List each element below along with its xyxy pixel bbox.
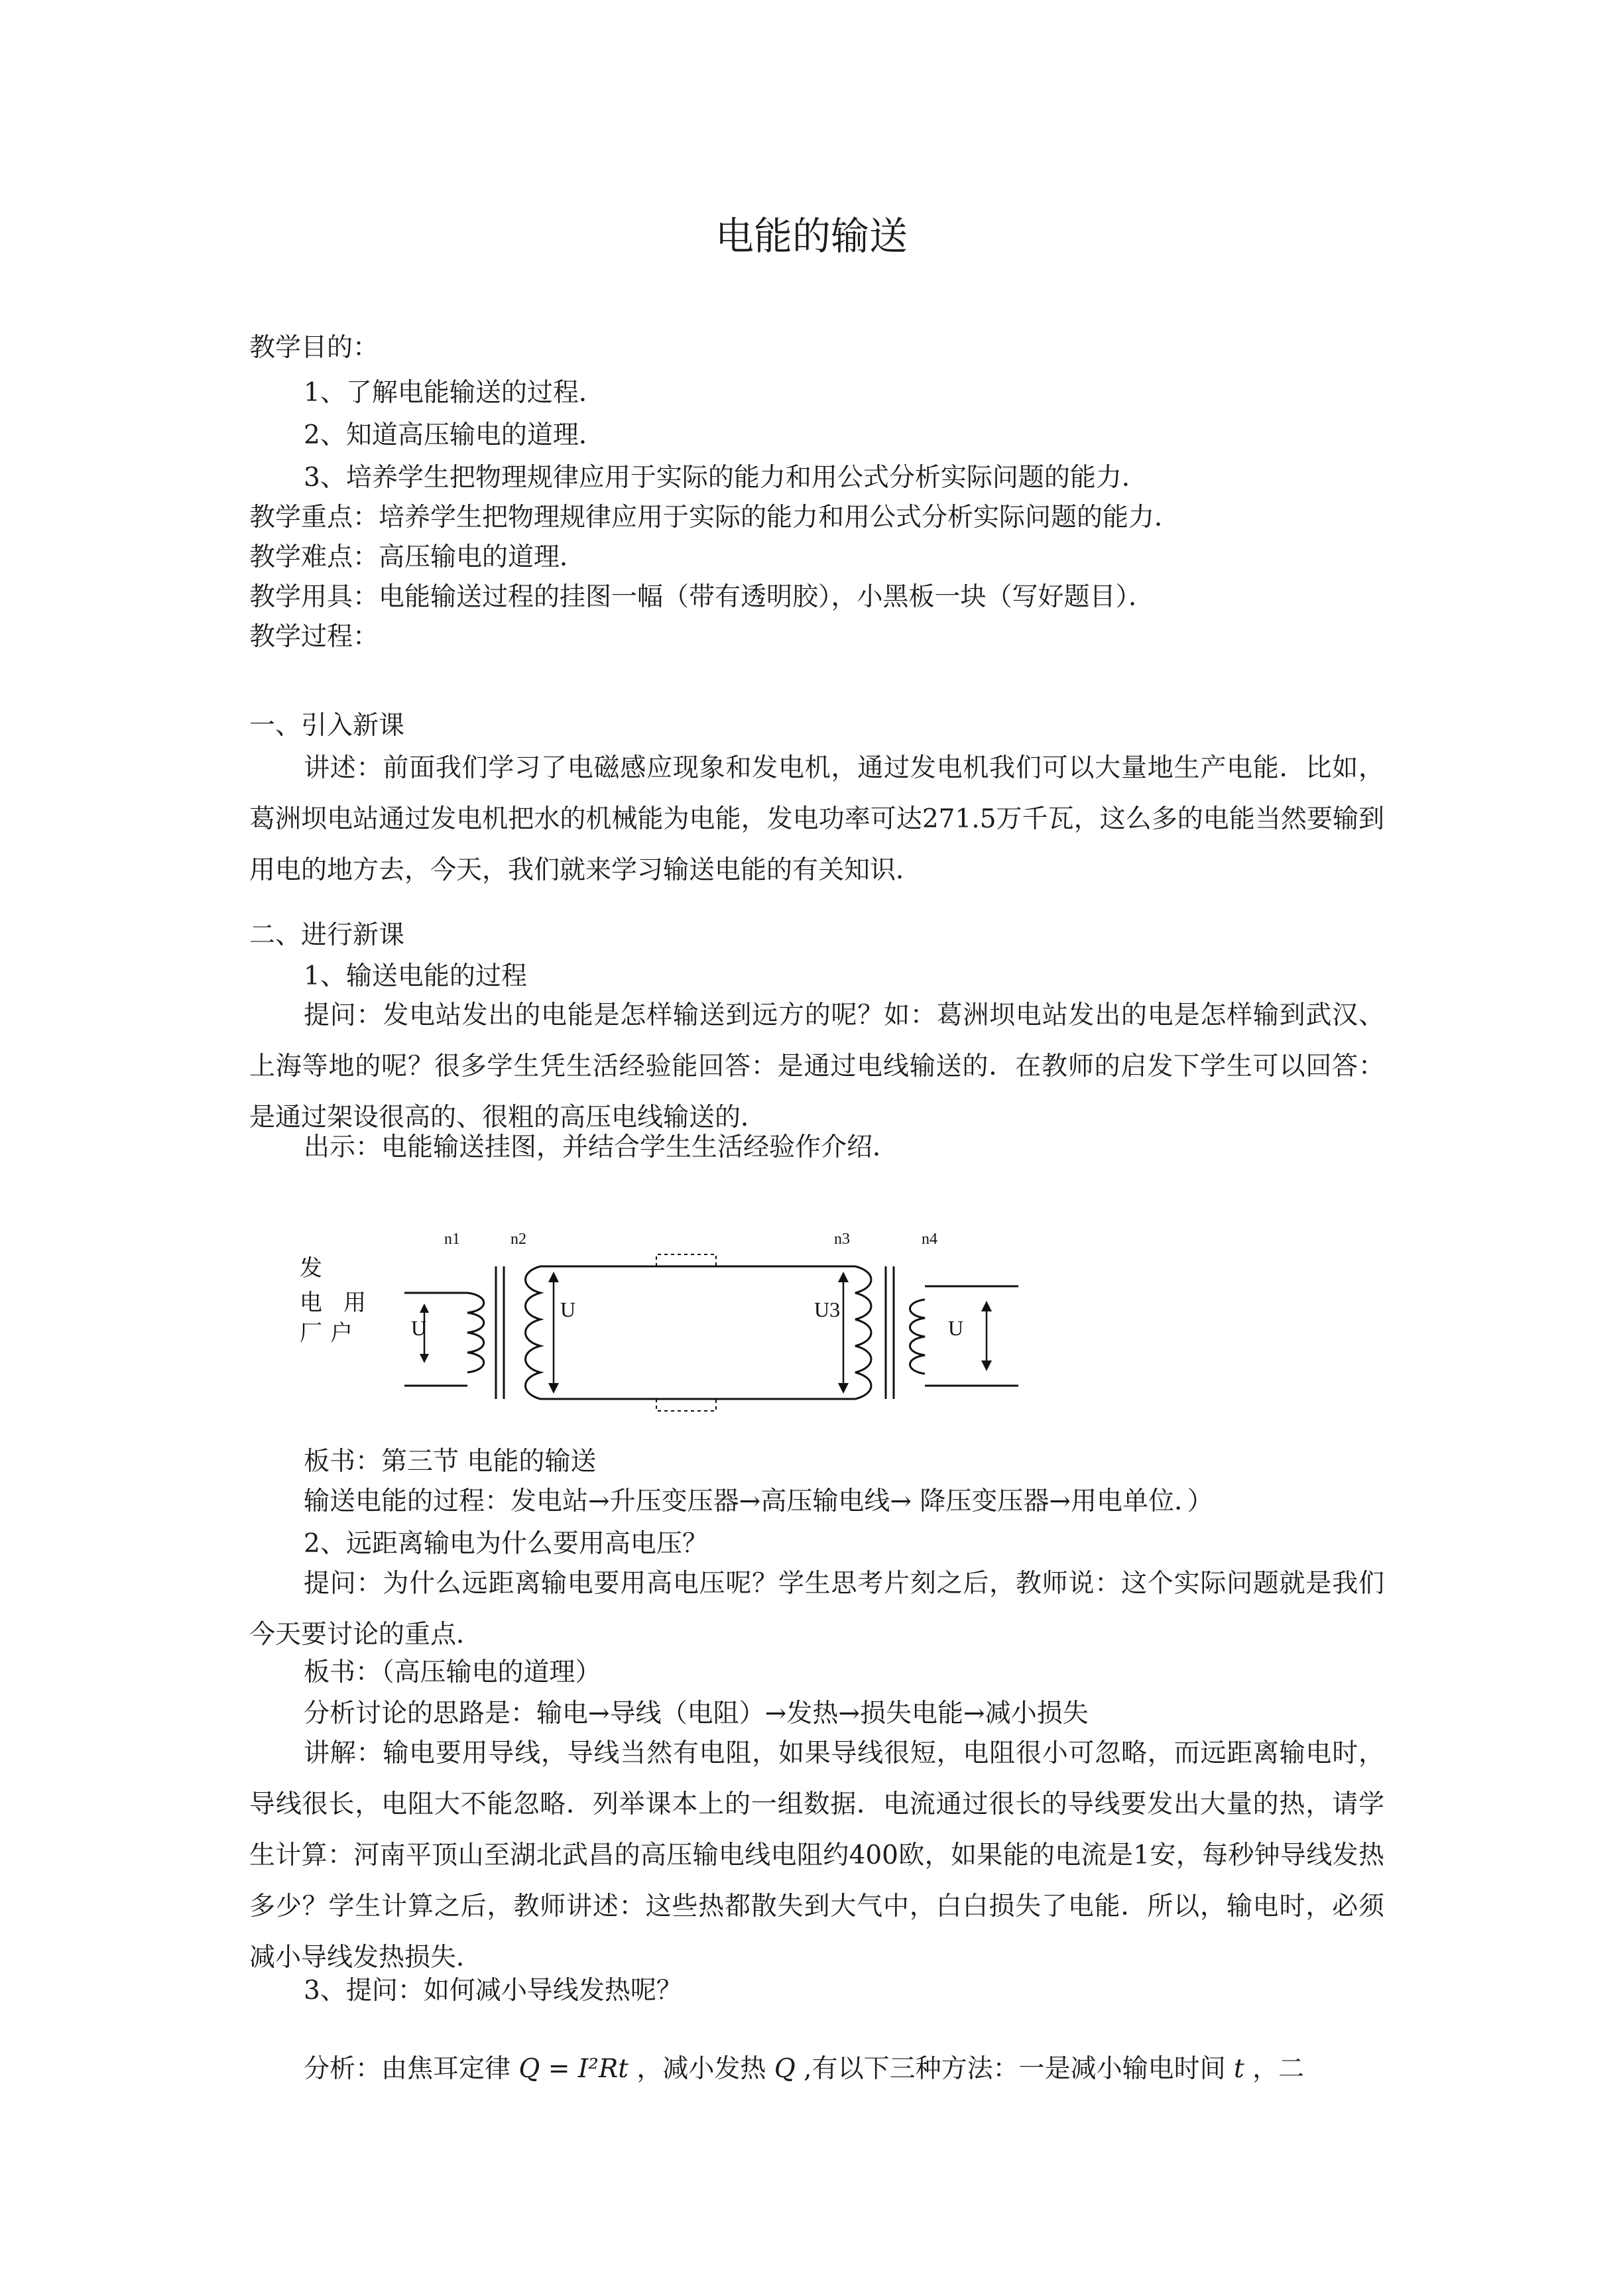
page-title: 电能的输送 — [715, 213, 908, 259]
voltage-label: U3 — [814, 1298, 841, 1321]
coil-label-n1: n1 — [444, 1231, 460, 1248]
objective-item: 3、培养学生把物理规律应用于实际的能力和用公式分析实际问题的能力． — [304, 463, 1148, 493]
process-line: 输送电能的过程：发电站→升压变压器→高压输电线→ 降压变压器→用电单位．） — [304, 1486, 1213, 1516]
voltage-label: U — [411, 1316, 427, 1340]
board-note-1: 板书：第三节 电能的输送 — [304, 1447, 597, 1477]
objectives-heading: 教学目的： — [249, 333, 379, 363]
section1-heading: 一、引入新课 — [249, 711, 405, 741]
question-1: 提问：发电站发出的电能是怎样输送到远方的呢？如：葛洲坝电站发出的电是怎样输到武汉、上海等地的呢？很多学生凭生活经验能回答：是通过电线输送的．在教师的启发下学生可以回答：是通过架设很高的、很粗的高压电线输送的． — [249, 1000, 1384, 1132]
subheading-2: 2、远距离输电为什么要用高电压？ — [304, 1529, 708, 1559]
secondary-coil-n4 — [910, 1299, 926, 1374]
transmission-line — [540, 1266, 855, 1399]
section1-paragraph: 讲述：前面我们学习了电磁感应现象和发电机，通过发电机我们可以大量地生产电能．比如，葛洲坝电站通过发电机把水的机械能为电能，发电功率可达271.5万千瓦，这么多的电能当然要输到用电的地方去，今天，我们就来学习输送电能的有关知识． — [249, 753, 1384, 885]
primary-coil-n3 — [855, 1266, 871, 1399]
subheading-3: 3、提问：如何减小导线发热呢？ — [304, 1976, 682, 2006]
explanation-paragraph: 讲解：输电要用导线，导线当然有电阻，如果导线很短，电阻很小可忽略，而远距离输电时，导线很长，电阻大不能忽略．列举课本上的一组数据．电流通过很长的导线要发出大量的热，请学生计算：河南平顶山至湖北武昌的高压输电线电阻约400欧，如果能的电流是1安，每秒钟导线发热多少？学生计算之后，教师讲述：这些热都散失到大气中，白白损失了电能．所以，输电时，必须减小导线发热损失． — [249, 1738, 1384, 1972]
final-end: ，二 — [1252, 2054, 1305, 2084]
line-resistance — [656, 1254, 716, 1411]
show-note: 出示：电能输送挂图，并结合学生生活经验作介绍． — [304, 1132, 899, 1162]
diagram-label: 厂 — [300, 1321, 322, 1346]
diagram-label: 发 — [300, 1256, 322, 1281]
final-rest: ,有以下三种方法：一是减小输电时间 — [804, 2054, 1226, 2084]
primary-coil-n1 — [467, 1293, 484, 1372]
coil-label-n2: n2 — [511, 1231, 526, 1248]
voltage-label: U — [560, 1298, 576, 1321]
difficulty: 教学难点：高压输电的道理． — [249, 542, 586, 572]
secondary-coil-n2 — [526, 1266, 541, 1399]
question-2: 提问：为什么远距离输电要用高电压呢？学生思考片刻之后，教师说：这个实际问题就是我们今天要讨论的重点． — [249, 1569, 1384, 1650]
diagram-label: 户 — [330, 1321, 353, 1346]
objective-item: 2、知道高压输电的道理． — [304, 420, 605, 450]
analysis-line: 分析讨论的思路是：输电→导线（电阻）→发热→损失电能→减小损失 — [304, 1699, 1089, 1728]
time-symbol: t — [1233, 2054, 1244, 2084]
objective-item: 1、了解电能输送的过程． — [304, 378, 605, 408]
coil-label-n3: n3 — [834, 1231, 850, 1248]
voltage-label: U — [948, 1316, 964, 1340]
final-line — [304, 2053, 1304, 2086]
transmission-diagram — [292, 1220, 1034, 1412]
coil-label-n4: n4 — [922, 1231, 937, 1248]
teaching-tools: 教学用具：电能输送过程的挂图一幅（带有透明胶），小黑板一块（写好题目）． — [249, 582, 1155, 612]
board-note-2: 板书：（高压输电的道理） — [304, 1658, 601, 1687]
user-wire — [925, 1286, 1018, 1386]
final-prefix: 分析：由焦耳定律 — [304, 2054, 511, 2084]
diagram-label: 用 — [343, 1291, 366, 1315]
key-point: 教学重点：培养学生把物理规律应用于实际的能力和用公式分析实际问题的能力． — [249, 503, 1181, 532]
process-heading: 教学过程： — [249, 622, 379, 652]
heat-symbol: Q — [774, 2054, 796, 2084]
final-mid: ，减小发热 — [636, 2054, 766, 2084]
joule-formula: Q = I²Rt — [518, 2054, 629, 2084]
diagram-label: 电 — [300, 1291, 322, 1315]
section2-heading: 二、进行新课 — [249, 920, 405, 950]
subheading-1: 1、输送电能的过程 — [304, 961, 527, 991]
